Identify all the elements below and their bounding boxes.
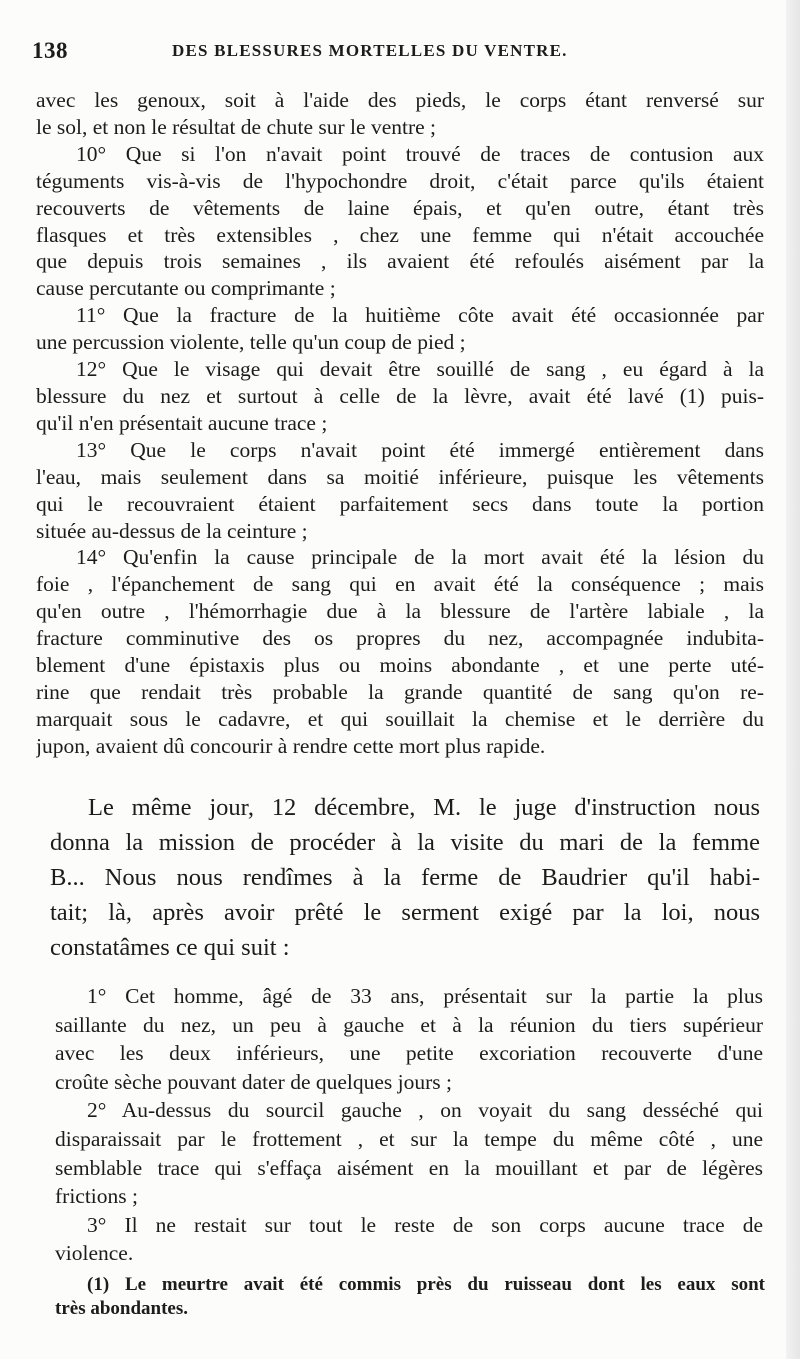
text-line: qu'il n'en présentait aucune trace ; <box>36 410 328 435</box>
page-number: 138 <box>32 38 68 63</box>
text-line: avec les deux inférieurs, une petite excoriation recouverte d'une <box>55 1041 763 1066</box>
text-line: recouverts de vêtements de laine épais, et qu'en outre, étant très <box>36 195 764 220</box>
text-line: foie , l'épanchement de sang qui en avait été la conséquence ; mais <box>36 572 764 597</box>
text-line: tait; là, après avoir prêté le serment exigé par la loi, nous <box>50 899 760 926</box>
text-line: 14° Qu'enfin la cause principale de la mort avait été la lésion du <box>76 545 764 570</box>
text-line: B... Nous nous rendîmes à la ferme de Baudrier qu'il habi- <box>50 864 760 891</box>
text-line: qu'en outre , l'hémorrhagie due à la blessure de l'artère labiale , la <box>36 599 764 624</box>
text-line: 12° Que le visage qui devait être souillé de sang , eu égard à la <box>76 357 764 382</box>
text-line: Le même jour, 12 décembre, M. le juge d'instruction nous <box>88 794 760 821</box>
text-line: saillante du nez, un peu à gauche et à la réunion du tiers supérieur <box>55 1012 763 1037</box>
text-line: fracture comminutive des os propres du nez, accompagnée indubita- <box>36 626 764 651</box>
text-line: disparaissait par le frottement , et sur la tempe du même côté , une <box>55 1126 763 1151</box>
text-line: cause percutante ou comprimante ; <box>36 276 336 301</box>
footnote-line: (1) Le meurtre avait été commis près du ruisseau dont les eaux sont <box>87 1274 765 1295</box>
text-line: le sol, et non le résultat de chute sur le ventre ; <box>36 114 437 139</box>
text-line: marquait sous le cadavre, et qui souillait la chemise et le derrière du <box>36 706 764 731</box>
text-line: flasques et très extensibles , chez une femme qui n'était accouchée <box>36 222 764 247</box>
text-line: 10° Que si l'on n'avait point trouvé de traces de contusion aux <box>76 141 764 166</box>
conclusions-block <box>36 87 764 760</box>
text-line: qui le recouvraient étaient parfaitement secs dans toute la portion <box>36 491 764 516</box>
text-line: blement d'une épistaxis plus ou moins abondante , et une perte uté- <box>36 653 764 678</box>
page-header <box>32 38 772 68</box>
text-line: 13° Que le corps n'avait point été immergé entièrement dans <box>76 437 764 462</box>
narrative-paragraph <box>50 790 760 965</box>
text-line: croûte sèche pouvant dater de quelques jours ; <box>55 1069 453 1094</box>
text-line: rine que rendait très probable la grande quantité de sang qu'on re- <box>36 679 764 704</box>
text-line: 1° Cet homme, âgé de 33 ans, présentait sur la partie la plus <box>87 984 763 1008</box>
footnote-line: très abondantes. <box>55 1298 189 1319</box>
text-line: que depuis trois semaines , ils avaient été refoulés aisément par la <box>36 249 764 274</box>
text-line: située au-dessus de la ceinture ; <box>36 518 308 543</box>
text-line: téguments vis-à-vis de l'hypochondre droit, c'était parce qu'ils étaient <box>36 168 764 193</box>
page-edge-shadow <box>786 0 800 1359</box>
running-title: DES BLESSURES MORTELLES DU VENTRE. <box>172 41 568 60</box>
text-line: une percussion violente, telle qu'un coup de pied ; <box>36 330 466 355</box>
text-line: avec les genoux, soit à l'aide des pieds, le corps étant renversé sur <box>36 88 764 112</box>
text-line: jupon, avaient dû concourir à rendre cette mort plus rapide. <box>36 733 546 758</box>
findings-list <box>55 982 763 1268</box>
footnote <box>55 1273 765 1321</box>
text-line: 3° Il ne restait sur tout le reste de son corps aucune trace de <box>87 1212 763 1237</box>
text-line: 11° Que la fracture de la huitième côte avait été occasionnée par <box>76 303 764 328</box>
text-line: blessure du nez et surtout à celle de la lèvre, avait été lavé (1) puis- <box>36 383 764 408</box>
text-line: frictions ; <box>55 1184 138 1209</box>
text-line: donna la mission de procéder à la visite du mari de la femme <box>50 829 760 856</box>
text-line: 2° Au-dessus du sourcil gauche , on voyait du sang desséché qui <box>87 1098 763 1123</box>
text-line: constatâmes ce qui suit : <box>50 934 290 961</box>
text-line: semblable trace qui s'effaça aisément en la mouillant et par de légères <box>55 1155 763 1180</box>
text-line: l'eau, mais seulement dans sa moitié inférieure, puisque les vêtements <box>36 464 764 489</box>
text-line: violence. <box>55 1241 134 1266</box>
